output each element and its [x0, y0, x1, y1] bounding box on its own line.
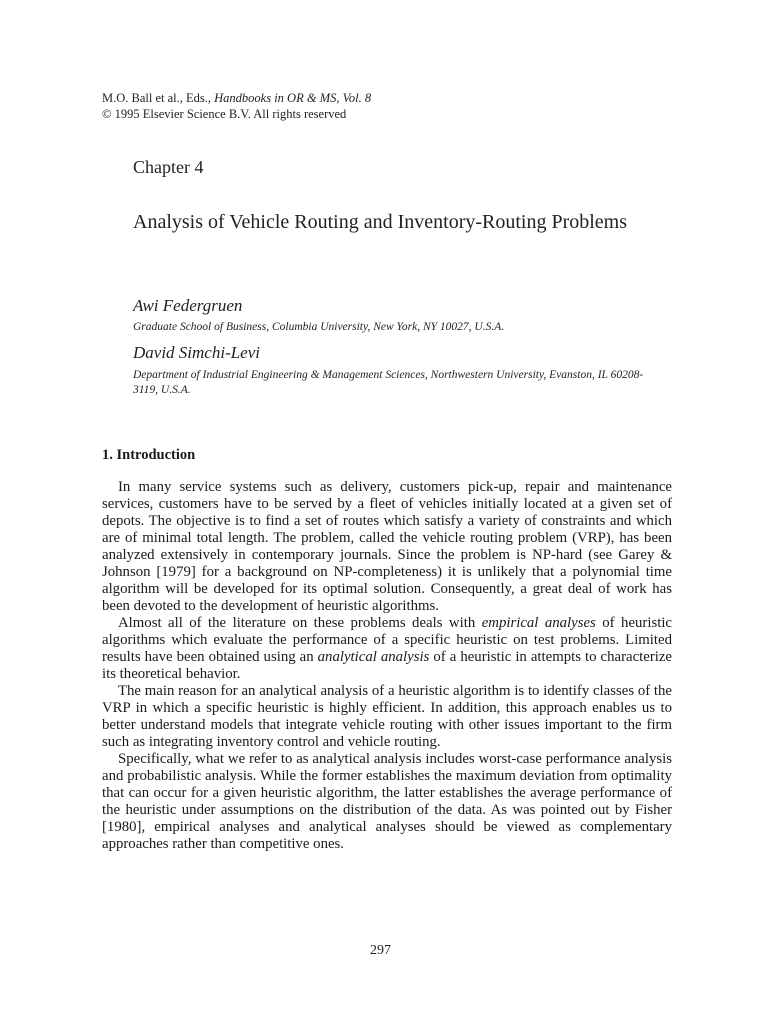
chapter-label: Chapter 4 [133, 157, 204, 177]
body-text [102, 479, 672, 853]
citation-line [102, 90, 371, 106]
citation-prefix: M.O. Ball et al., Eds., [102, 91, 215, 105]
paragraph-2: Almost all of the literature on these problems deals with empirical analyses of heuristic algorithms which evaluate the performance of a specific heuristic on test problems. Limited results have been obtained using an analytical analysis of a heuristic in attempts to characterize its theoretical behavior. [102, 615, 672, 682]
author-name: Awi Federgruen [133, 296, 243, 315]
paragraph-4: Specifically, what we refer to as analytical analysis includes worst-case performance analysis and probabilistic analysis. While the former establishes the maximum deviation from optimality that can occur for a given heuristic algorithm, the latter establishes the average performance of the heuristic under assumptions on the distribution of the data. As was pointed out by Fisher [1980], empirical analyses and analytical analyses should be viewed as complementary approaches rather than competitive ones. [102, 751, 672, 852]
section-heading: 1. Introduction [102, 447, 196, 463]
chapter-title: Analysis of Vehicle Routing and Inventory-Routing Problems [133, 211, 628, 233]
author-affiliation: Graduate School of Business, Columbia University, New York, NY 10027, U.S.A. [133, 321, 505, 333]
author-name: David Simchi-Levi [133, 343, 260, 362]
paragraph-3: The main reason for an analytical analysis of a heuristic algorithm is to identify classes of the VRP in which a specific heuristic is highly efficient. In addition, this approach enables us to better understand models that integrate vehicle routing with other issues important to the firm such as integrating inventory control and vehicle routing. [102, 683, 672, 750]
page-number: 297 [370, 943, 391, 958]
publication-header [102, 90, 371, 122]
paragraph-1: In many service systems such as delivery, customers pick-up, repair and maintenance services, customers have to be served by a fleet of vehicles initially located at a given set of depots. The objective is to find a set of routes which satisfy a variety of constraints and which are of minimal total length. The problem, called the vehicle routing problem (VRP), has been analyzed extensively in contemporary journals. Since the problem is NP-hard (see Garey & Johnson [1979] for a background on NP-completeness) it is unlikely that a polynomial time algorithm will be developed for its optimal solution. Consequently, a great deal of work has been devoted to the development of heuristic algorithms. [102, 479, 672, 614]
copyright-line: © 1995 Elsevier Science B.V. All rights reserved [102, 107, 347, 121]
citation-series: Handbooks in OR & MS, Vol. 8 [214, 91, 372, 105]
emphasis-empirical: empirical analyses [481, 615, 596, 631]
emphasis-analytical: analytical analysis [317, 649, 430, 665]
author-affiliation: Department of Industrial Engineering & Management Sciences, Northwestern University, Evanston, IL 60208-3119, U.S.A. [133, 369, 644, 396]
